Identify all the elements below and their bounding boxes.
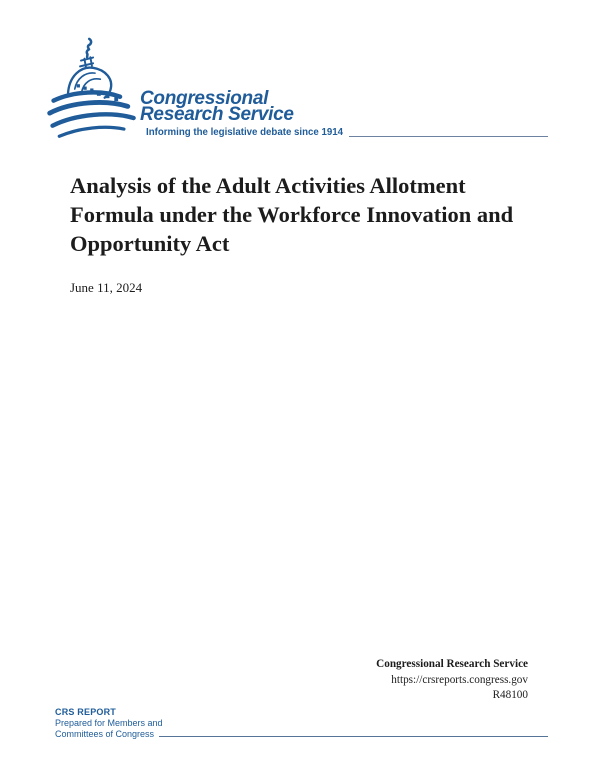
footer-report-url: https://crsreports.congress.gov bbox=[391, 673, 528, 686]
footer-report-number: R48100 bbox=[492, 689, 528, 701]
crs-prepared-row bbox=[55, 729, 548, 740]
brand-wordmark bbox=[140, 88, 294, 125]
report-date: June 11, 2024 bbox=[70, 280, 143, 295]
brand-name-line2: Research Service bbox=[140, 104, 294, 125]
footer-org-name: Congressional Research Service bbox=[376, 658, 528, 670]
report-title-line1: Analysis of the Adult Activities Allotment bbox=[70, 173, 466, 198]
crs-prepared-line2: Committees of Congress bbox=[55, 728, 155, 739]
footer-publication-info bbox=[376, 657, 528, 704]
report-title-line3: Opportunity Act bbox=[70, 231, 230, 256]
header-divider-rule bbox=[349, 136, 548, 137]
report-title-line2: Formula under the Workforce Innovation and bbox=[70, 202, 514, 227]
brand-tagline-row bbox=[146, 127, 548, 139]
brand-name-line1: Congressional bbox=[140, 88, 269, 109]
footer-divider-rule bbox=[159, 736, 548, 737]
footer-crs-block bbox=[55, 707, 548, 739]
report-title bbox=[70, 171, 560, 258]
brand-tagline: Informing the legislative debate since 1914 bbox=[146, 127, 344, 138]
crs-report-label: CRS REPORT bbox=[55, 707, 117, 717]
capitol-dome-icon bbox=[46, 36, 144, 144]
crs-prepared-line1: Prepared for Members and bbox=[55, 717, 163, 728]
